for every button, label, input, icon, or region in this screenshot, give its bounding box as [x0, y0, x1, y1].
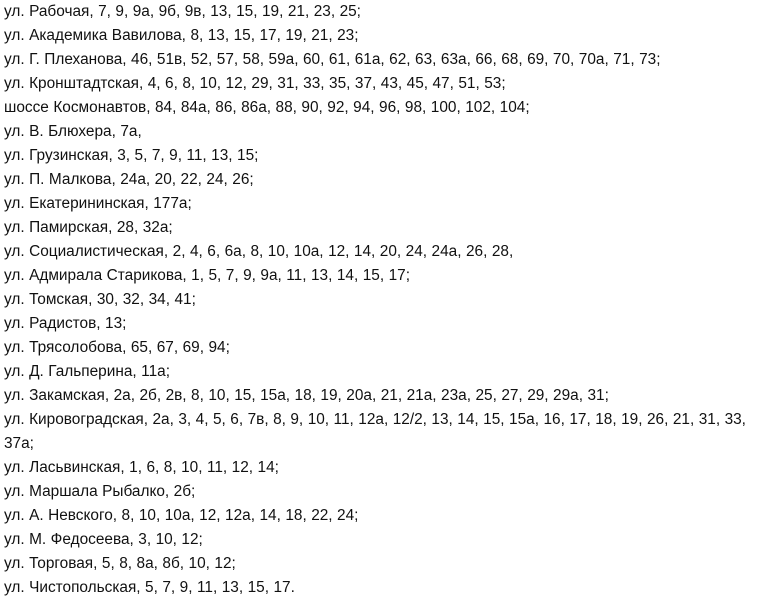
- list-item: ул. Г. Плеханова, 46, 51в, 52, 57, 58, 59а, 60, 61, 61а, 62, 63, 63а, 66, 68, 69, 70, 70а, 71, 73;: [4, 51, 661, 68]
- list-item: ул. Ласьвинская, 1, 6, 8, 10, 11, 12, 14;: [4, 459, 279, 476]
- list-item: ул. П. Малкова, 24а, 20, 22, 24, 26;: [4, 171, 254, 188]
- list-item: ул. Кронштадтская, 4, 6, 8, 10, 12, 29, 31, 33, 35, 37, 43, 45, 47, 51, 53;: [4, 75, 506, 92]
- list-item: ул. Торговая, 5, 8, 8а, 8б, 10, 12;: [4, 555, 236, 572]
- list-item: ул. Закамская, 2а, 2б, 2в, 8, 10, 15, 15а, 18, 19, 20а, 21, 21а, 23а, 25, 27, 29, 29а, 31;: [4, 387, 609, 404]
- list-item: ул. Кировоградская, 2а, 3, 4, 5, 6, 7в, 8, 9, 10, 11, 12а, 12/2, 13, 14, 15, 15а, 16, 17, 18, 19, 26, 21, 31, 33, 37а;: [4, 411, 746, 452]
- list-item: ул. Рабочая, 7, 9, 9а, 9б, 9в, 13, 15, 19, 21, 23, 25;: [4, 3, 361, 20]
- list-item: ул. М. Федосеева, 3, 10, 12;: [4, 531, 203, 548]
- list-item: ул. В. Блюхера, 7а,: [4, 123, 142, 140]
- list-item: ул. Адмирала Старикова, 1, 5, 7, 9, 9а, 11, 13, 14, 15, 17;: [4, 267, 410, 284]
- list-item: ул. Д. Гальперина, 11а;: [4, 363, 170, 380]
- list-item: ул. Памирская, 28, 32а;: [4, 219, 173, 236]
- list-item: ул. Чистопольская, 5, 7, 9, 11, 13, 15, 17.: [4, 579, 295, 596]
- street-address-list: [4, 0, 762, 600]
- list-item: ул. Социалистическая, 2, 4, 6, 6а, 8, 10, 10а, 12, 14, 20, 24, 24а, 26, 28,: [4, 243, 514, 260]
- list-item: ул. Екатерининская, 177а;: [4, 195, 192, 212]
- list-item: ул. А. Невского, 8, 10, 10а, 12, 12а, 14, 18, 22, 24;: [4, 507, 359, 524]
- list-item: ул. Грузинская, 3, 5, 7, 9, 11, 13, 15;: [4, 147, 259, 164]
- list-item: ул. Томская, 30, 32, 34, 41;: [4, 291, 196, 308]
- list-item: ул. Маршала Рыбалко, 2б;: [4, 483, 196, 500]
- list-item: ул. Академика Вавилова, 8, 13, 15, 17, 19, 21, 23;: [4, 27, 359, 44]
- list-item: шоссе Космонавтов, 84, 84а, 86, 86а, 88, 90, 92, 94, 96, 98, 100, 102, 104;: [4, 99, 530, 116]
- list-item: ул. Трясолобова, 65, 67, 69, 94;: [4, 339, 230, 356]
- list-item: ул. Радистов, 13;: [4, 315, 127, 332]
